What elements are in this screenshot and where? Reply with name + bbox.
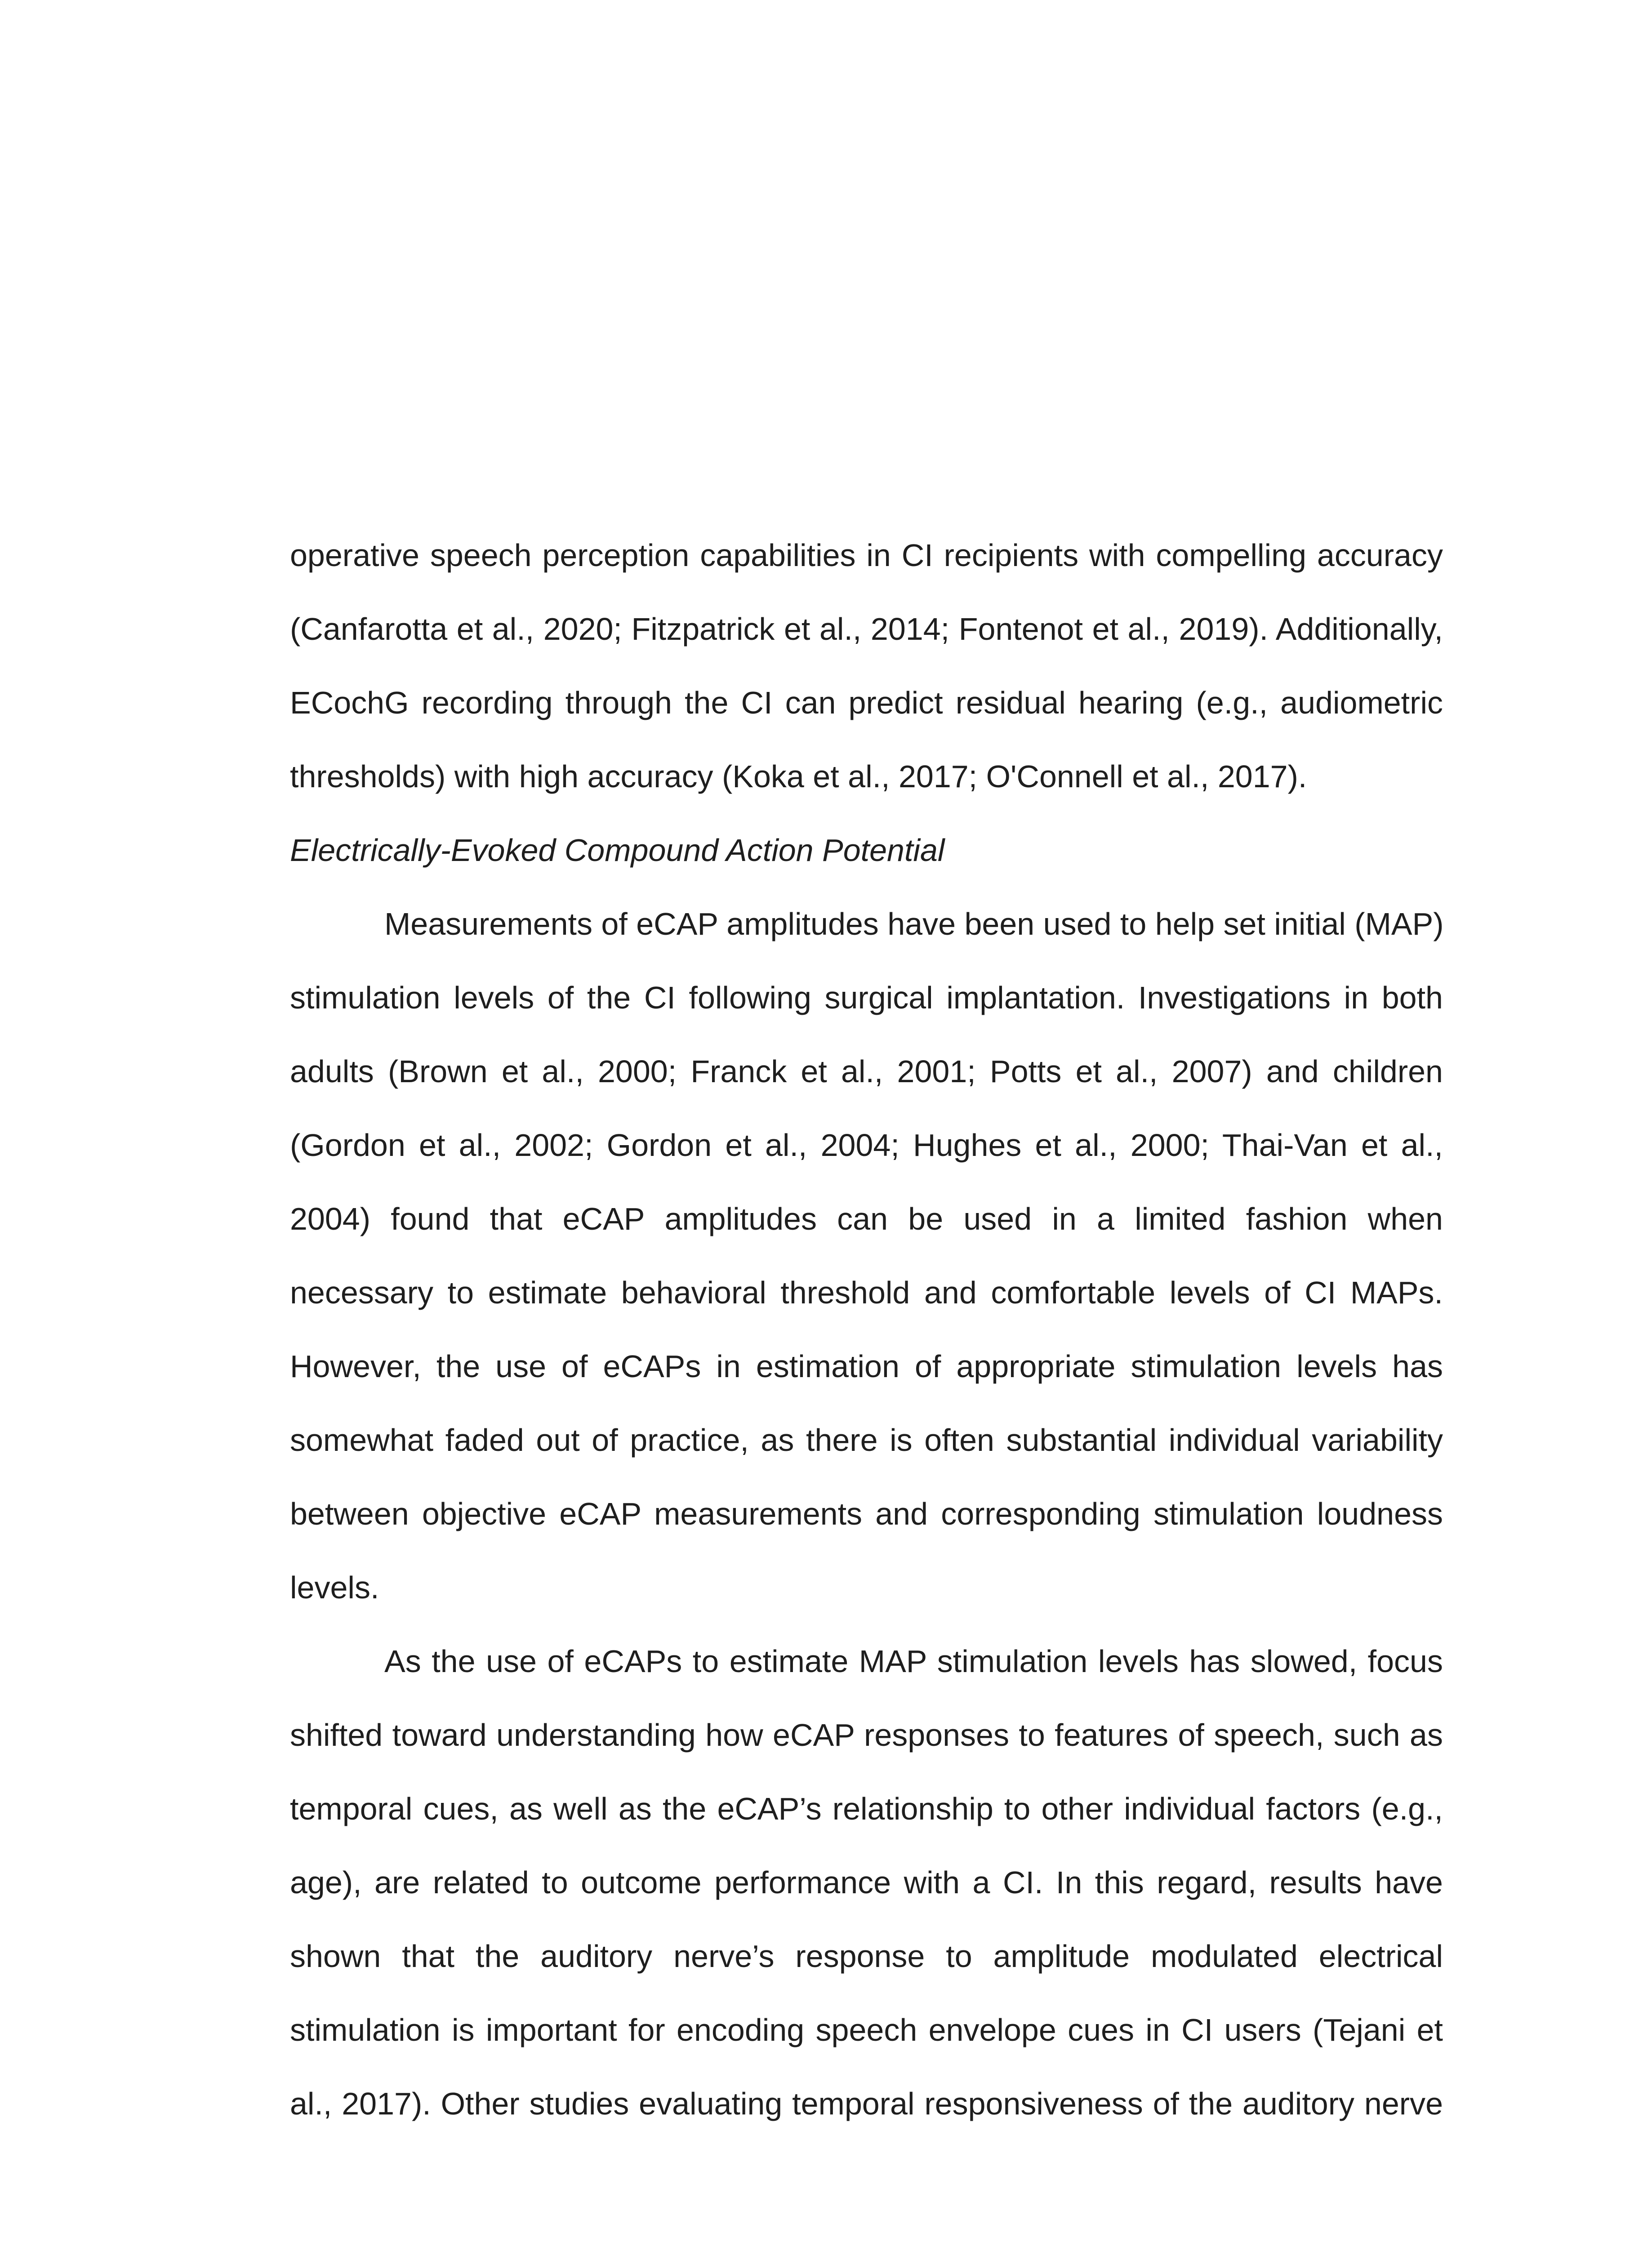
text-line: (Canfarotta et al., 2020; Fitzpatrick et al., 2014; Fontenot et al., 2019). Additionally, bbox=[290, 611, 1443, 647]
text-line: thresholds) with high accuracy (Koka et al., 2017; O'Connell et al., 2017). bbox=[290, 759, 1307, 794]
text-line: ECochG recording through the CI can predict residual hearing (e.g., audiometric bbox=[290, 685, 1443, 720]
text-line: between objective eCAP measurements and corresponding stimulation loudness bbox=[290, 1496, 1443, 1531]
text-line: operative speech perception capabilities in CI recipients with compelling accuracy bbox=[290, 538, 1443, 573]
text-line: age), are related to outcome performance with a CI. In this regard, results have bbox=[290, 1865, 1443, 1900]
text-line: Measurements of eCAP amplitudes have been used to help set initial (MAP) bbox=[384, 906, 1444, 941]
text-line: levels. bbox=[290, 1570, 379, 1605]
text-line: 2004) found that eCAP amplitudes can be used in a limited fashion when bbox=[290, 1201, 1443, 1236]
text-line: However, the use of eCAPs in estimation of appropriate stimulation levels has bbox=[290, 1349, 1443, 1384]
text-line: shifted toward understanding how eCAP responses to features of speech, such as bbox=[290, 1717, 1443, 1753]
text-line: shown that the auditory nerve’s response to amplitude modulated electrical bbox=[290, 1939, 1443, 1974]
text-line: (Gordon et al., 2002; Gordon et al., 2004; Hughes et al., 2000; Thai-Van et al., bbox=[290, 1128, 1443, 1163]
text-line: stimulation is important for encoding speech envelope cues in CI users (Tejani et bbox=[290, 2012, 1443, 2047]
section-heading: Electrically-Evoked Compound Action Potential bbox=[290, 833, 945, 868]
body-text bbox=[290, 540, 1443, 2162]
text-line: temporal cues, as well as the eCAP’s relationship to other individual factors (e.g., bbox=[290, 1791, 1443, 1826]
text-line: stimulation levels of the CI following surgical implantation. Investigations in both bbox=[290, 980, 1443, 1015]
text-line: As the use of eCAPs to estimate MAP stimulation levels has slowed, focus bbox=[384, 1644, 1443, 1679]
text-line: somewhat faded out of practice, as there is often substantial individual variability bbox=[290, 1423, 1443, 1458]
text-line: adults (Brown et al., 2000; Franck et al., 2001; Potts et al., 2007) and children bbox=[290, 1054, 1443, 1089]
text-line: necessary to estimate behavioral threshold and comfortable levels of CI MAPs. bbox=[290, 1275, 1443, 1310]
text-line: al., 2017). Other studies evaluating temporal responsiveness of the auditory nerve bbox=[290, 2086, 1443, 2121]
